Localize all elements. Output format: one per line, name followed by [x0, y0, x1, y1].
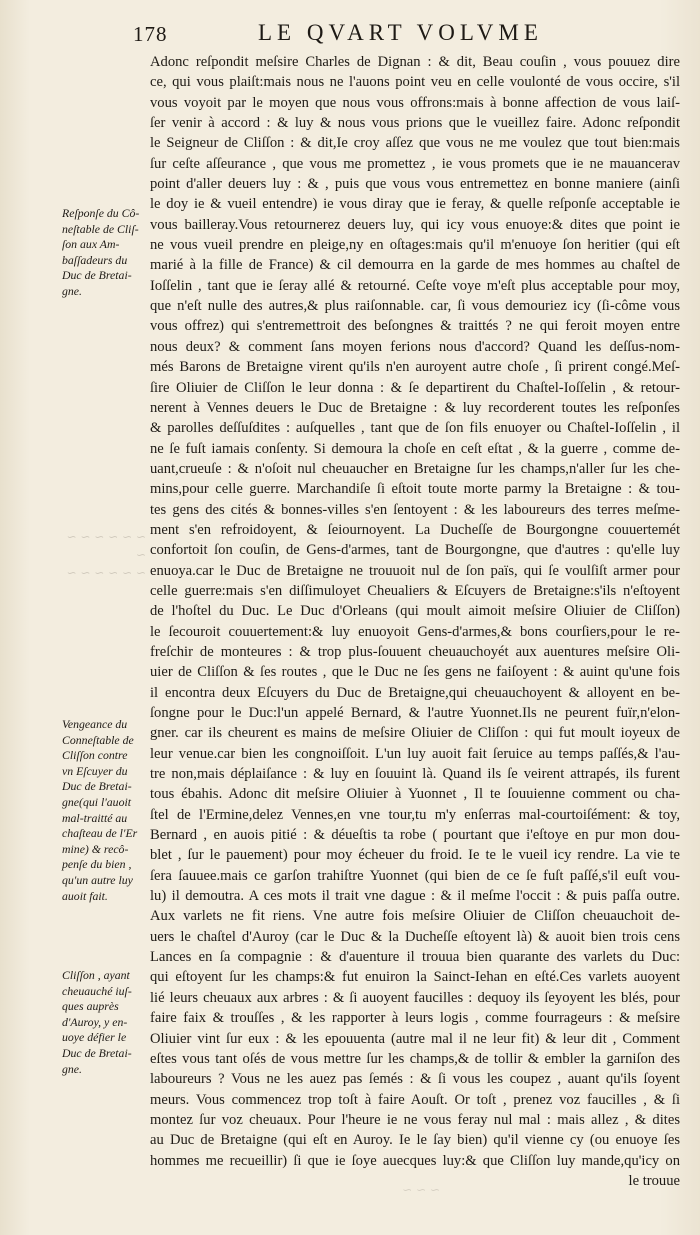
text-line: mins,pour celle guerre. Marchandiſe ſi eſtoit toute morte parmy la Bretaigne : & tou-	[150, 481, 680, 498]
text-line: qui eſtoyent ſur les champs:& fut enuiron la Sainct-Iehan en eſté.Ces varlets auoyent	[150, 969, 680, 986]
margin-note-line: neſtable de Cliſ-	[62, 221, 139, 236]
text-line: leur venue.car bien les congnoiſſoit. L'un luy auoit fait ſeruice au temps paſſés,& l'au-	[150, 745, 680, 762]
text-line: Adonc reſpondit meſsire Charles de Dignan : & dit, Beau couſin , vous pouuez dire	[150, 54, 680, 70]
text-line: Oliuier vint ſur eux : & les epouuenta (autre mal il ne leur fit) & leur dit , Comment	[150, 1030, 680, 1047]
text-line: enuoya.car le Duc de Bretaigne ne trouuoit nul de ſon païs, qui ſe voulſiſt armer pour	[150, 562, 680, 579]
text-line: le Seigneur de Cliſſon : & dit,Ie croy aſſez que vous ne me voulez que tout bien:mais	[150, 135, 680, 152]
text-line: hommes me recueillir) ſi que ie ſoye auecques luy:& que Cliſſon luy mande,qu'icy on	[150, 1152, 680, 1169]
text-line: nerent à Vennes deuers le Duc de Bretaigne : & luy recorderent toutes les reſponſes	[150, 399, 680, 416]
text-line: faire faix & trouſſes , & les rapporter à leurs logis , comme fourrageurs : & meſsire	[150, 1010, 680, 1027]
catchword: le trouue	[628, 1172, 680, 1189]
margin-note-line: Cliſſon contre	[62, 748, 128, 763]
text-line: més Barons de Bretaigne virent qu'ils n'en auroyent autre choſe , ſi prirent congé.Meſ-	[150, 359, 680, 376]
margin-note-line: vn Eſcuyer du	[62, 763, 128, 778]
text-line: lu) il demoutra. A ces mots il trait vne dague : & il meſme l'occit : & puis paſſa outre.	[150, 888, 680, 905]
text-line: ſire Oliuier de Cliſſon le leur donna : & ſe departirent du Chaſtel-Ioſſelin , & retour-	[150, 379, 680, 396]
text-line: Ioſſelin , tant que ie ſeray allé & retourné. Ceſte voye m'eſt plus acceptable pour moy,	[150, 277, 680, 294]
text-line: Aux varlets ne fit riens. Vne autre fois meſsire Oliuier de Cliſſon cheuauchoit de-	[150, 908, 680, 925]
text-line: tre non,mais déplaiſance : & luy en ſouuint là. Quand ils ſe veirent attrapés, ils furent	[150, 766, 680, 783]
margin-note-line: mine) & recô-	[62, 841, 129, 856]
margin-note-line: Duc de Bretai-	[62, 268, 132, 283]
text-line: vous voyoit par le moyen que nous vous offrons:mais à bonne affection de vous laiſ-	[150, 94, 680, 111]
text-line: de l'hoſtel du Duc. Le Duc d'Orleans (qui moult aimoit meſsire Oliuier de Cliſſon)	[150, 603, 680, 620]
margin-note-auroy	[62, 968, 147, 1077]
text-line: ne ſe fuſt iamais conſenty. Si demoura la choſe en ceſt eſtat , & la guerre , comme de-	[150, 440, 680, 457]
margin-note-line: ques auprès	[62, 999, 119, 1014]
margin-note-line: Duc de Bretai-	[62, 1045, 132, 1060]
margin-note-line: mal-traitté au	[62, 810, 128, 825]
text-line: ſur ceſte aſſeurance , que vous me promettez , ie vous promets que ie ne mauancerav	[150, 155, 680, 172]
margin-note-vengeance	[62, 717, 147, 904]
text-line: montez ſur voz cheuaux. Pour l'heure ie ne vous feray nul mal : mais allez , & dites	[150, 1111, 680, 1128]
margin-note-line: Vengeance du	[62, 717, 128, 731]
text-line: uers le chaſtel d'Auroy (car le Duc & la Ducheſſe eſtoyent là) & auoit bien trois cens	[150, 928, 680, 945]
text-line: marié à la fille de France) & cil demourra en la garde de mes hommes au chaſtel de	[150, 257, 680, 274]
text-line: ne vous vueil prendre en pleige,ny en oſtages:mais qu'il m'enuoye ſon heritier (qui eſt	[150, 237, 680, 254]
margin-note-line: gne(qui l'auoit	[62, 794, 132, 809]
margin-note-line: qu'un autre luy	[62, 872, 133, 887]
main-text	[150, 52, 680, 1191]
text-line: le doy ie & vueil entendre) ie vous diray que ie feray, & quelle reſponſe acceptable ie	[150, 196, 680, 213]
text-line: tous ébahis. Adonc dit meſsire Oliuier à Yuonnet , Il te ſouuienne comment ou cha-	[150, 786, 680, 803]
margin-note-line: gne.	[62, 283, 82, 298]
margin-note-line: uoye défier le	[62, 1030, 127, 1045]
text-line: le ſecouroit couuertement:& luy enuoyoit Gens-d'armes,& bons courſiers,pour le re-	[150, 623, 680, 640]
text-line: au Duc de Bretaigne (qui eſt en Auroy. Ie le ſay bien) qu'il vienne cy (ou enuoye ſes	[150, 1132, 680, 1149]
text-line: meurs. Vous commencez trop toſt à faire Aouſt. Or toſt , prenez voz faucilles , & ſi	[150, 1091, 680, 1108]
margin-note-line: d'Auroy, y en-	[62, 1014, 128, 1029]
text-line: uier de Cliſſon & ſes routes , que le Duc ne ſes gens ne faiſoyent : & auint qu'une fois	[150, 664, 680, 681]
margin-note-line: Conneſtable de	[62, 732, 134, 747]
text-line: ſer venir à accord : & luy & nous vous prions que le vueillez faire. Adonc reſpondit	[150, 115, 680, 132]
text-line: & parolles deſſuſdites : auſquelles , tant que de ſon fils enuoyer ou Chaſtel-Ioſſelin , il	[150, 420, 680, 437]
show-through-ink: ~ ~ ~ ~ ~ ~ ~ ~ ~ ~ ~ ~ ~	[66, 530, 146, 580]
text-line: lié leurs cheuaux aux arbres : & ſi auoyent faucilles : dequoy ils ſeyoyent les blés, pour	[150, 989, 680, 1006]
running-title: LE QVART VOLVME	[258, 20, 543, 45]
text-line: point d'aller deuers luy : & , puis que vous vous entremettez en bonne maniere (ainſi	[150, 176, 680, 193]
text-line: ſera ſauuee.mais ce garſon trahiſtre Yuonnet (qui bien de ce ſe fuſt paſſé,s'il euſt vou-	[150, 867, 680, 884]
margin-note-line: penſe du bien ,	[62, 857, 132, 872]
text-line: nous deux? & comment ſans moyen ferions nous d'accord? Quand les deſſus-nom-	[150, 338, 680, 355]
text-line: confortoit ſon couſin, de Gens-d'armes, tant de Bourgongne, que d'autres : qu'elle luy	[150, 542, 680, 559]
text-line: Lances en ſa compagnie : & d'auenture il trouua bien quarante des varlets du Duc:	[150, 949, 680, 966]
text-line: eſtes vous tant oſés de vous mettre ſur les champs,& de tollir & embler la garniſon des	[150, 1050, 680, 1067]
text-line: ment s'en refroidoyent, & ſeiournoyent. La Ducheſſe de Bourgongne couuertemét	[150, 521, 680, 538]
text-line: tes gens des cités & bonnes-villes s'en ſentoyent : & les laboureurs des terres meſme-	[150, 501, 680, 518]
text-line: uant,crueuſe : & n'oſoit nul cheuaucher en Bretaigne ſur les champs,n'aller ſur les che-	[150, 460, 680, 477]
margin-note-response	[62, 206, 147, 300]
margin-note-line: Cliſſon , ayant	[62, 968, 130, 982]
page-number: 178	[133, 22, 168, 46]
text-line: que n'eſt nulle des autres,& plus raiſonnable. car, ſi vous demouriez icy (ſi-côme vous	[150, 298, 680, 315]
text-line: laboureurs ? Vous ne les auez pas ſemés : & ſi vous les coupez , auant qu'ils ſoyent	[150, 1071, 680, 1088]
text-line: freſchir de monteures : & trop plus-ſouuent cheuauchoyét aux auentures meſsire Oli-	[150, 643, 680, 660]
margin-note-line: cheuauché iuſ-	[62, 983, 132, 998]
margin-note-line: chaſteau de l'Er	[62, 826, 138, 841]
text-line: ſongne pour le Duc:l'un appelé Bernard, & l'autre Yuonnet.Ils ne peurent fuïr,n'elon-	[150, 705, 680, 721]
text-line: il encontra deux Eſcuyers du Duc de Bretaigne,qui cheuauchoyent & alloyent en be-	[150, 684, 680, 701]
text-line: Bernard , en auois pitié : & déueſtis ta robe ( pourtant que i'eſtoye en pur mon dou-	[150, 827, 680, 844]
margin-note-line: Duc de Bretai-	[62, 779, 132, 794]
margin-note-line: baſſadeurs du	[62, 252, 128, 267]
text-line: celle guerre:mais s'en diſſimuloyet Cheualiers & Eſcuyers de Bretaigne:s'ils n'eſtoyent	[150, 582, 680, 599]
text-line: vous bailleray.Vous retournerez deuers luy, qui icy vous enuoye:& dites que point ie	[150, 216, 680, 233]
margin-note-line: ſon aux Am-	[62, 237, 120, 252]
margin-note-line: Reſponſe du Cô-	[62, 206, 140, 220]
text-line: vous offrez) qui s'entremettroit des beſongnes & traittés ? ne qui feroit moyen entre	[150, 318, 680, 335]
text-line: ſtel de l'Ermine,delez Vennes,en vne tour,tu m'y enſerras mal-courtoiſément: & toy,	[150, 806, 680, 823]
text-line: ce, qui vous plaiſt:mais nous ne l'auons point veu en celle voulonté de vous occire, s'il	[150, 74, 680, 91]
show-through-ink-2: ~ ~ ~	[402, 1183, 440, 1197]
text-line: blet , ſur le pauement) pour moy écheuer du froid. Ie te le vueil icy rendre. La vie te	[150, 847, 680, 864]
margin-note-line: auoit fait.	[62, 888, 108, 903]
text-line: gner. car ils cheurent es mains de meſsire Oliuier de Cliſſon : qui fut moult ioyeux de	[150, 725, 680, 742]
margin-note-line: gne.	[62, 1061, 82, 1076]
